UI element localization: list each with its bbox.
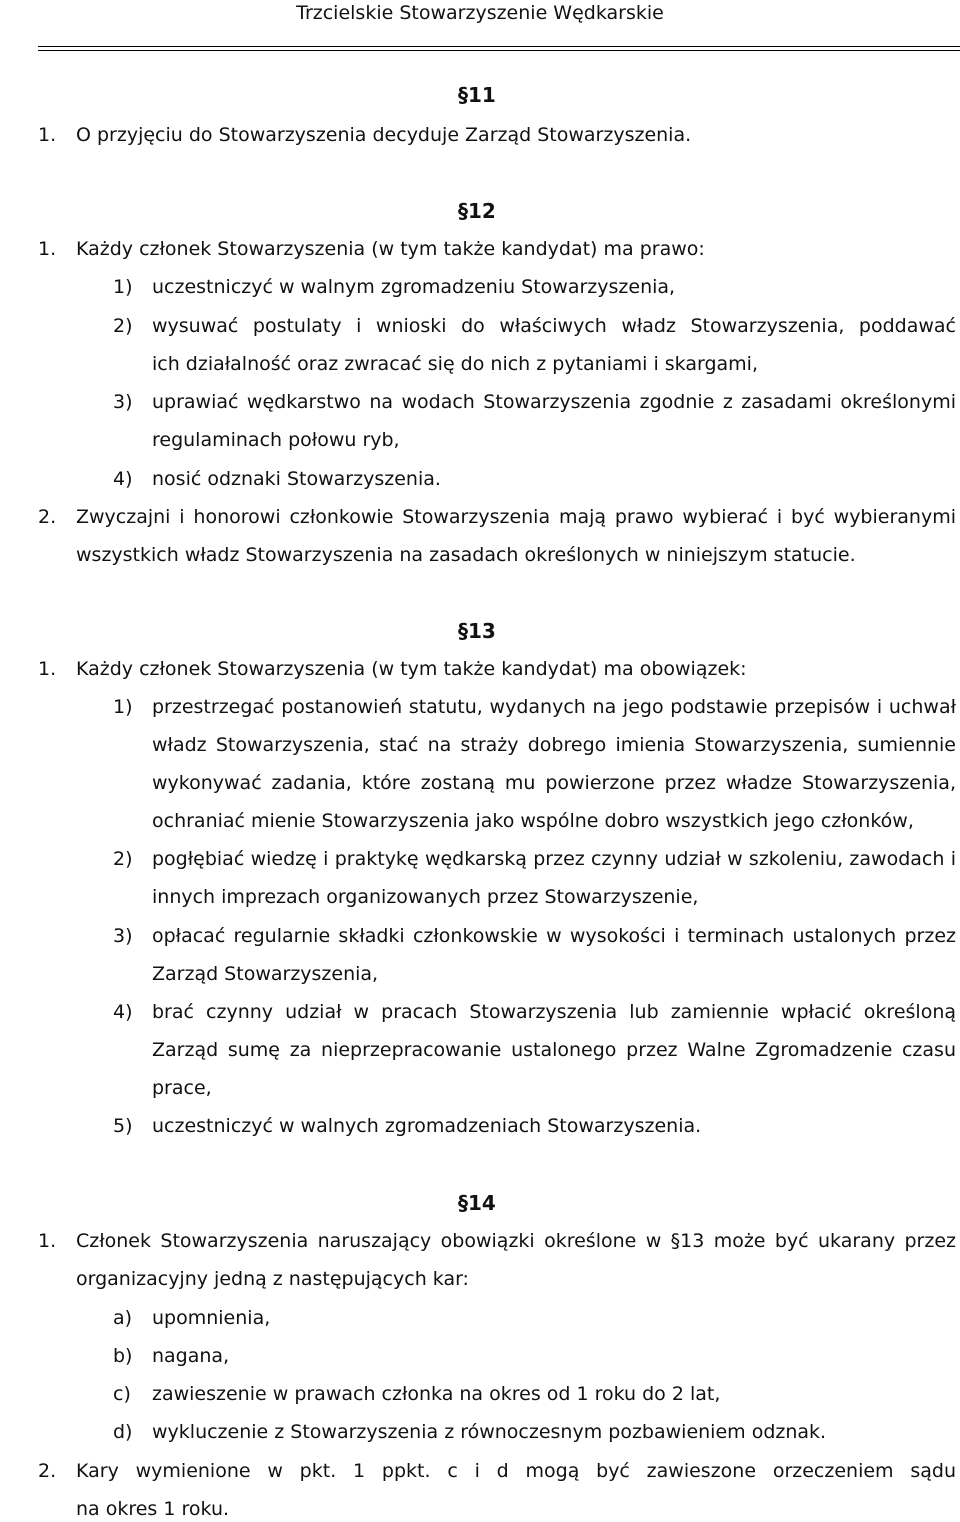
list-item-number: 4)	[113, 1001, 133, 1023]
header-divider-secondary	[38, 50, 960, 51]
list-item-text: uczestniczyć w walnym zgromadzeniu Stowarzyszenia,	[152, 276, 676, 298]
page-header	[0, 0, 960, 28]
paragraph-number: 1.	[38, 1230, 57, 1252]
paragraph-number: 1.	[38, 238, 57, 260]
list-item-number: 5)	[113, 1115, 133, 1137]
list-item-text: prace,	[152, 1077, 212, 1099]
paragraph-number: 2.	[38, 506, 57, 528]
list-item-number: 1)	[113, 696, 133, 718]
list-item-number: 2)	[113, 315, 133, 337]
list-item-number: c)	[113, 1383, 131, 1405]
section-heading-11: §11	[458, 83, 496, 107]
list-item-text: ochraniać mienie Stowarzyszenia jako wspólne dobro wszystkich jego członków,	[152, 810, 914, 832]
list-item-text: Zarząd Stowarzyszenia,	[152, 963, 379, 985]
list-item-number: 3)	[113, 391, 133, 413]
list-item-text: uprawiać wędkarstwo na wodach Stowarzyszenia zgodnie z zasadami określonymi	[152, 391, 956, 413]
section-heading-12: §12	[458, 199, 496, 223]
list-item-text: ich działalność oraz zwracać się do nich z pytaniami i skargami,	[152, 353, 758, 375]
list-item-text: władz Stowarzyszenia, stać na straży dobrego imienia Stowarzyszenia, sumiennie	[152, 734, 956, 756]
paragraph-text: Zwyczajni i honorowi członkowie Stowarzyszenia mają prawo wybierać i być wybieranymi	[76, 506, 956, 528]
list-item-text: regulaminach połowu ryb,	[152, 429, 400, 451]
list-item-text: wykonywać zadania, które zostaną mu powierzone przez władze Stowarzyszenia,	[152, 772, 956, 794]
list-item-text: opłacać regularnie składki członkowskie w wysokości i terminach ustalonych przez	[152, 925, 956, 947]
paragraph-number: 1.	[38, 658, 57, 680]
paragraph-text: wszystkich władz Stowarzyszenia na zasadach określonych w niniejszym statucie.	[76, 544, 856, 566]
list-item-text: nosić odznaki Stowarzyszenia.	[152, 468, 441, 490]
list-item-number: 3)	[113, 925, 133, 947]
paragraph-text: Kary wymienione w pkt. 1 ppkt. c i d mogą być zawieszone orzeczeniem sądu	[76, 1460, 956, 1482]
paragraph-text: Każdy członek Stowarzyszenia (w tym także kandydat) ma prawo:	[76, 238, 705, 260]
list-item-text: przestrzegać postanowień statutu, wydanych na jego podstawie przepisów i uchwał	[152, 696, 956, 718]
list-item-text: innych imprezach organizowanych przez Stowarzyszenie,	[152, 886, 699, 908]
list-item-text: wysuwać postulaty i wnioski do właściwych władz Stowarzyszenia, poddawać	[152, 315, 956, 337]
list-item-number: 2)	[113, 848, 133, 870]
document-title: Trzcielskie Stowarzyszenie Wędkarskie	[296, 2, 664, 24]
list-item-number: 4)	[113, 468, 133, 490]
paragraph-text: O przyjęciu do Stowarzyszenia decyduje Zarząd Stowarzyszenia.	[76, 124, 692, 146]
list-item-text: nagana,	[152, 1345, 230, 1367]
paragraph-text: Każdy członek Stowarzyszenia (w tym także kandydat) ma obowiązek:	[76, 658, 747, 680]
header-divider	[38, 46, 960, 47]
paragraph-number: 1.	[38, 124, 57, 146]
list-item-number: d)	[113, 1421, 133, 1443]
section-heading-14: §14	[458, 1191, 496, 1215]
list-item-text: upomnienia,	[152, 1307, 271, 1329]
paragraph-text: Członek Stowarzyszenia naruszający obowiązki określone w §13 może być ukarany przez	[76, 1230, 956, 1252]
list-item-number: a)	[113, 1307, 133, 1329]
list-item-text: pogłębiać wiedzę i praktykę wędkarską przez czynny udział w szkoleniu, zawodach i	[152, 848, 956, 870]
list-item-text: brać czynny udział w pracach Stowarzyszenia lub zamiennie wpłacić określoną	[152, 1001, 956, 1023]
paragraph-text: na okres 1 roku.	[76, 1498, 230, 1520]
list-item-text: Zarząd sumę za nieprzepracowanie ustalonego przez Walne Zgromadzenie czasu	[152, 1039, 956, 1061]
list-item-number: 1)	[113, 276, 133, 298]
list-item-number: b)	[113, 1345, 133, 1367]
section-heading-13: §13	[458, 619, 496, 643]
paragraph-text: organizacyjny jedną z następujących kar:	[76, 1268, 469, 1290]
list-item-text: uczestniczyć w walnych zgromadzeniach Stowarzyszenia.	[152, 1115, 702, 1137]
list-item-text: wykluczenie z Stowarzyszenia z równoczesnym pozbawieniem odznak.	[152, 1421, 827, 1443]
paragraph-number: 2.	[38, 1460, 57, 1482]
list-item-text: zawieszenie w prawach członka na okres od 1 roku do 2 lat,	[152, 1383, 721, 1405]
